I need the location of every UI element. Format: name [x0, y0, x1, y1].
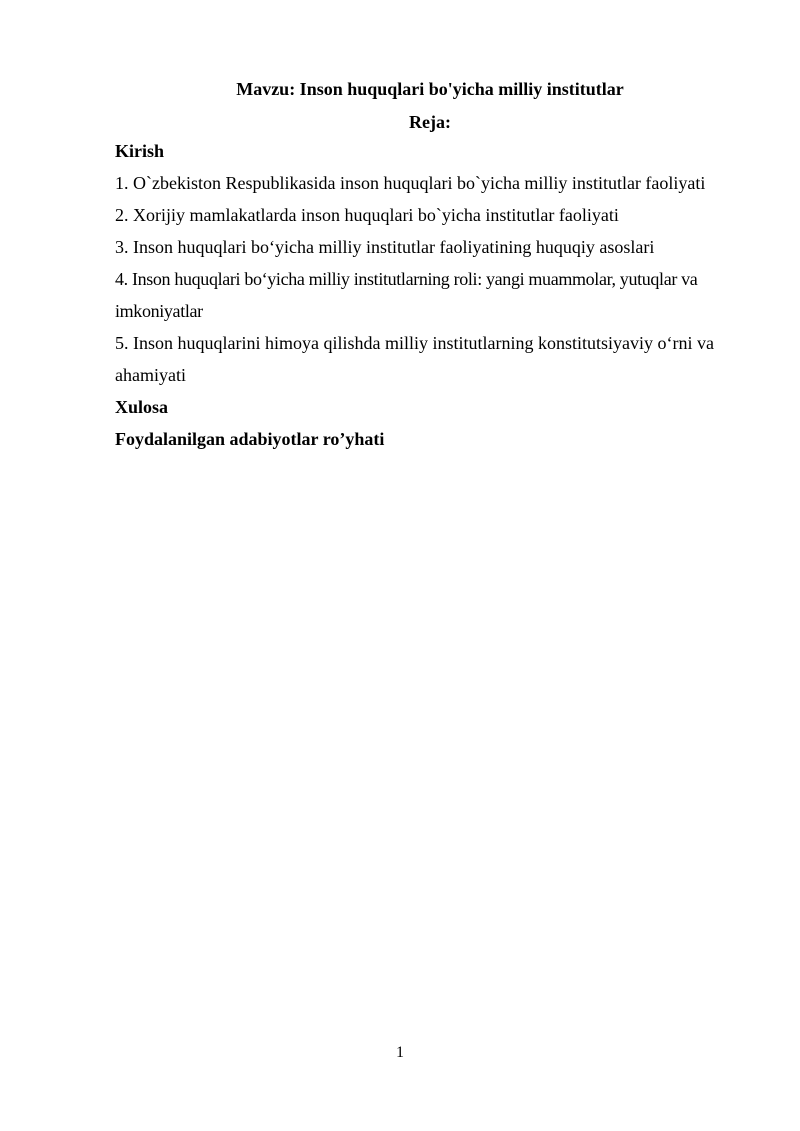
conclusion-heading: Xulosa [115, 397, 169, 417]
references-heading: Foydalanilgan adabiyotlar ro’yhati [115, 429, 385, 449]
document-content [115, 75, 745, 455]
plan-item-5: 5. Inson huquqlarini himoya qilishda milliy institutlarning konstitutsiyaviy o‘rni va ahamiyati [115, 333, 714, 385]
plan-item-1: 1. O`zbekiston Respublikasida inson huquqlari bo`yicha milliy institutlar faoliyati [115, 173, 706, 193]
page-number: 1 [396, 1044, 404, 1061]
plan-item-3: 3. Inson huquqlari bo‘yicha milliy institutlar faoliyatining huquqiy asoslari [115, 237, 655, 257]
intro-heading: Kirish [115, 141, 165, 161]
plan-heading: Reja: [409, 112, 451, 132]
plan-item-4: 4. Inson huquqlari bo‘yicha milliy institutlarning roli: yangi muammolar, yutuqlar va imkoniyatlar [115, 269, 698, 321]
document-title: Mavzu: Inson huquqlari bo'yicha milliy institutlar [236, 79, 624, 99]
plan-item-2: 2. Xorijiy mamlakatlarda inson huquqlari bo`yicha institutlar faoliyati [115, 205, 619, 225]
